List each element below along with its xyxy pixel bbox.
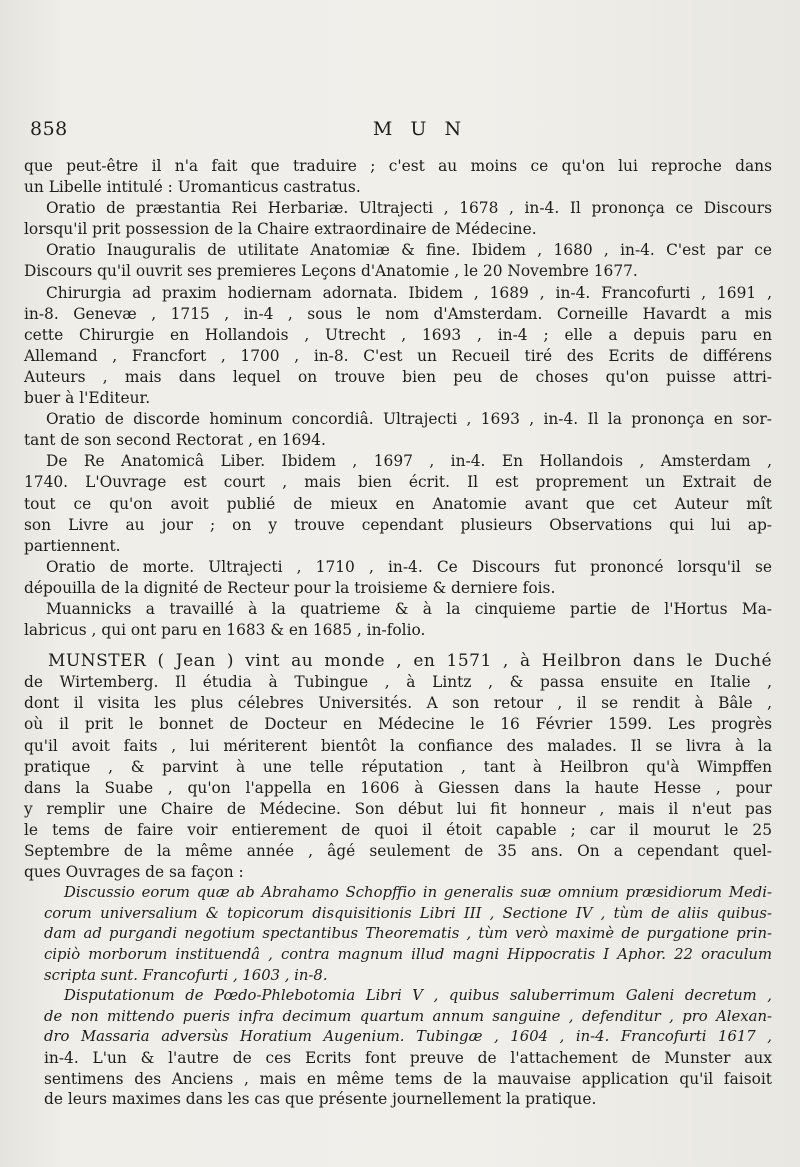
text-line: pratique , & parvint à une telle réputation , tant à Heilbron qu'à Wimpffen <box>24 757 772 776</box>
text-line: MUNSTER ( Jean ) vint au monde , en 1571 , à Heilbron dans le Duché <box>48 651 772 672</box>
page-number: 858 <box>30 118 68 140</box>
text-line: Chirurgia ad praxim hodiernam adornata. Ibidem , 1689 , in-4. Francofurti , 1691 , <box>46 283 772 302</box>
text-line: in-8. Genevæ , 1715 , in-4 , sous le nom d'Amsterdam. Corneille Havardt a mis <box>24 304 772 323</box>
entry-discussio <box>24 883 772 986</box>
text-line: dam ad purgandi negotium spectantibus Theorematis , tùm verò maximè de purgatione prin- <box>44 925 772 943</box>
body-text <box>24 156 772 1110</box>
text-line: Allemand , Francfort , 1700 , in-8. C'est un Recueil tiré des Ecrits de différens <box>24 346 772 365</box>
section-gap <box>24 641 772 651</box>
entry-oratio-inauguralis <box>24 240 772 282</box>
text-line: tout ce qu'on avoit publié de mieux en Anatomie avant que cet Auteur mît <box>24 494 772 513</box>
text-line: partiennent. <box>24 536 121 555</box>
text-line: son Livre au jour ; on y trouve cependant plusieurs Observations qui lui ap- <box>24 515 772 534</box>
text-line: le tems de faire voir entierement de quoi il étoit capable ; car il mourut le 25 <box>24 820 772 839</box>
text-line: lorsqu'il prit possession de la Chaire extraordinaire de Médecine. <box>24 220 537 239</box>
text-line: y remplir une Chaire de Médecine. Son début lui fit honneur , mais il n'eut pas <box>24 799 772 818</box>
text-line: dépouilla de la dignité de Recteur pour la troisieme & derniere fois. <box>24 578 556 597</box>
text-line: cipiò morborum instituendâ , contra magnum illud magni Hippocratis I Aphor. 22 oraculum <box>44 945 772 963</box>
text-line: De Re Anatomicâ Liber. Ibidem , 1697 , in-4. En Hollandois , Amsterdam , <box>46 452 772 471</box>
text-line: dont il visita les plus célebres Universités. A son retour , il se rendit à Bâle , <box>24 694 772 713</box>
text-line: sentimens des Anciens , mais en même tems de la mauvaise application qu'il faisoit <box>44 1069 772 1088</box>
entry-oratio-discorde <box>24 409 772 451</box>
text-line: Discours qu'il ouvrit ses premieres Leçons d'Anatomie , le 20 Novembre 1677. <box>24 262 638 281</box>
text-line: Oratio de morte. Ultrajecti , 1710 , in-4. Ce Discours fut prononcé lorsqu'il se <box>46 557 772 576</box>
text-line: buer à l'Editeur. <box>24 389 151 408</box>
text-line: où il prit le bonnet de Docteur en Médecine le 16 Février 1599. Les progrès <box>24 715 772 734</box>
text-line: que peut-être il n'a fait que traduire ; c'est au moins ce qu'on lui reproche dans <box>24 157 772 175</box>
page-header <box>30 118 770 142</box>
text-line: tant de son second Rectorat , en 1694. <box>24 431 326 450</box>
text-line: Disputationum de Pœdo-Phlebotomia Libri V , quibus saluberrimum Galeni decretum , <box>64 987 772 1005</box>
paragraph-continuation <box>24 156 772 198</box>
text-line: de non mittendo pueris infra decimum quartum annum sanguine , defenditur , pro Alexan- <box>44 1007 772 1025</box>
text-line: labricus , qui ont paru en 1683 & en 1685 , in-folio. <box>24 621 426 640</box>
entry-chirurgia <box>24 283 772 410</box>
running-head: M U N <box>372 118 468 140</box>
entry-munster-jean <box>24 651 772 883</box>
text-line: scripta sunt. Francofurti , 1603 , in-8. <box>44 966 328 984</box>
entry-disputationum <box>24 986 772 1110</box>
text-line: Oratio de præstantia Rei Herbariæ. Ultrajecti , 1678 , in-4. Il prononça ce Discours <box>46 199 772 218</box>
text-line: Oratio Inauguralis de utilitate Anatomiæ & fine. Ibidem , 1680 , in-4. C'est par ce <box>46 241 772 260</box>
text-line: in-4. L'un & l'autre de ces Ecrits font preuve de l'attachement de Munster aux <box>44 1048 772 1067</box>
text-line: un Libelle intitulé : Uromanticus castratus. <box>24 178 361 197</box>
text-line: qu'il avoit faits , lui mériterent bientôt la confiance des malades. Il se livra à la <box>24 736 772 755</box>
text-line: Discussio eorum quæ ab Abrahamo Schopffio in generalis suæ omnium præsidiorum Medi- <box>64 884 772 902</box>
entry-oratio-morte <box>24 557 772 599</box>
text-line: 1740. L'Ouvrage est court , mais bien écrit. Il est proprement un Extrait de <box>24 473 772 492</box>
text-line: dans la Suabe , qu'on l'appella en 1606 à Giessen dans la haute Hesse , pour <box>24 778 772 797</box>
text-line: de leurs maximes dans les cas que présente journellement la pratique. <box>44 1090 597 1109</box>
entry-muannicks <box>24 599 772 641</box>
text-line: Muannicks a travaillé à la quatrieme & à la cinquieme partie de l'Hortus Ma- <box>46 599 772 618</box>
text-line: de Wirtemberg. Il étudia à Tubingue , à Lintz , & passa ensuite en Italie , <box>24 673 772 692</box>
text-line: Auteurs , mais dans lequel on trouve bien peu de choses qu'on puisse attri- <box>24 367 772 386</box>
text-line: corum universalium & topicorum disquisitionis Libri III , Sectione IV , tùm de aliis quibus- <box>44 904 772 922</box>
text-line: Oratio de discorde hominum concordiâ. Ultrajecti , 1693 , in-4. Il la prononça en sor- <box>46 410 772 429</box>
text-line: Septembre de la même année , âgé seulement de 35 ans. On a cependant quel- <box>24 842 772 860</box>
entry-de-re-anatomica <box>24 451 772 556</box>
text-line: dro Massaria adversùs Horatium Augenium. Tubingæ , 1604 , in-4. Francofurti 1617 , <box>44 1028 772 1046</box>
entry-oratio-herbariae <box>24 198 772 240</box>
text-line: cette Chirurgie en Hollandois , Utrecht , 1693 , in-4 ; elle a depuis paru en <box>24 325 772 344</box>
text-line: ques Ouvrages de sa façon : <box>24 863 244 882</box>
